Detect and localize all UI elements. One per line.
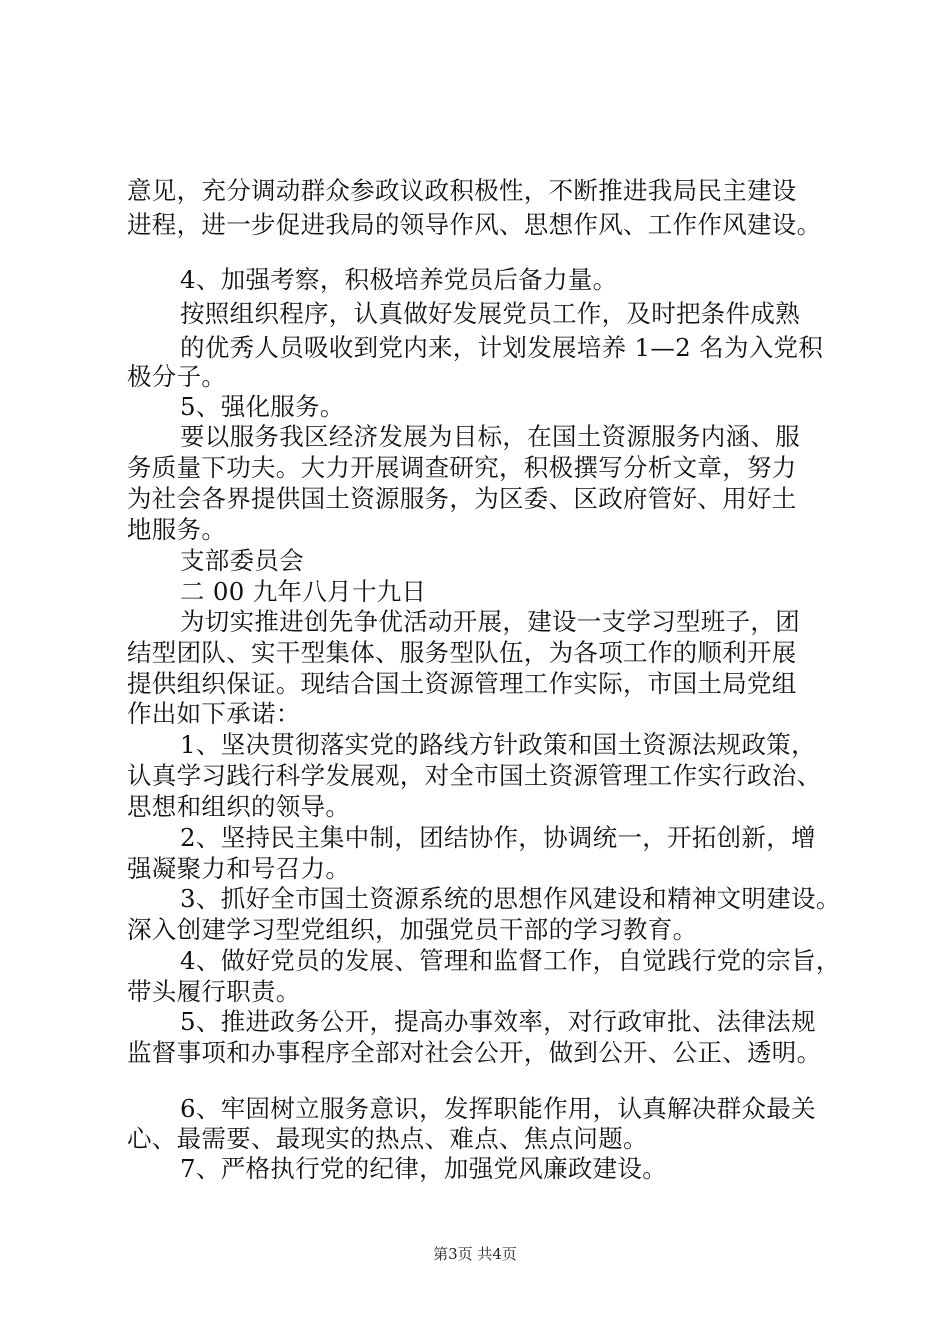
text-line: 要以服务我区经济发展为目标，在国土资源服务内涵、服 xyxy=(180,422,800,451)
text-line: 按照组织程序，认真做好发展党员工作，及时把条件成熟 xyxy=(180,299,800,328)
page-footer: 第3页 共4页 xyxy=(433,1245,517,1263)
text-line: 带头履行职责。 xyxy=(127,977,301,1006)
text-line: 进程，进一步促进我局的领导作风、思想作风、工作作风建设。 xyxy=(127,210,822,239)
text-line: 监督事项和办事程序全部对社会公开，做到公开、公正、透明。 xyxy=(127,1038,822,1067)
text-line: 作出如下承诺： xyxy=(127,699,301,728)
text-line: 心、最需要、最现实的热点、难点、焦点问题。 xyxy=(127,1124,648,1153)
text-line: 深入创建学习型党组织，加强党员干部的学习教育。 xyxy=(127,915,698,944)
text-line: 5、强化服务。 xyxy=(180,392,345,421)
text-line: 4、做好党员的发展、管理和监督工作，自觉践行党的宗旨， xyxy=(180,946,841,975)
text-line: 3、抓好全市国土资源系统的思想作风建设和精神文明建设。 xyxy=(180,884,841,913)
text-line: 结型团队、实干型集体、服务型队伍，为各项工作的顺利开展 xyxy=(127,638,797,667)
text-line: 意见，充分调动群众参政议政积极性，不断推进我局民主建设 xyxy=(127,176,797,205)
text-line: 6、牢固树立服务意识，发挥职能作用，认真解决群众最关 xyxy=(180,1094,816,1123)
text-line: 提供组织保证。现结合国土资源管理工作实际，市国土局党组 xyxy=(127,669,797,698)
text-line: 7、严格执行党的纪律，加强党风廉政建设。 xyxy=(180,1154,668,1183)
text-line: 二 00 九年八月十九日 xyxy=(180,577,427,606)
text-line: 地服务。 xyxy=(127,515,227,544)
text-line: 为社会各界提供国土资源服务，为区委、区政府管好、用好土 xyxy=(127,484,797,513)
text-line: 极分子。 xyxy=(127,362,227,391)
text-line: 支部委员会 xyxy=(180,546,304,575)
text-line: 务质量下功夫。大力开展调查研究，积极撰写分析文章，努力 xyxy=(127,453,797,482)
text-line: 思想和组织的领导。 xyxy=(127,792,351,821)
text-line: 认真学习践行科学发展观，对全市国土资源管理工作实行政治、 xyxy=(127,761,822,790)
text-line: 2、坚持民主集中制，团结协作，协调统一，开拓创新，增 xyxy=(180,823,816,852)
text-line: 的优秀人员吸收到党内来，计划发展培养 1—2 名为入党积 xyxy=(180,333,824,362)
text-line: 为切实推进创先争优活动开展，建设一支学习型班子，团 xyxy=(180,607,800,636)
text-line: 1、坚决贯彻落实党的路线方针政策和国土资源法规政策， xyxy=(180,730,816,759)
text-line: 强凝聚力和号召力。 xyxy=(127,854,351,883)
text-line: 4、加强考察，积极培养党员后备力量。 xyxy=(180,265,618,294)
text-line: 5、推进政务公开，提高办事效率，对行政审批、法律法规 xyxy=(180,1007,816,1036)
